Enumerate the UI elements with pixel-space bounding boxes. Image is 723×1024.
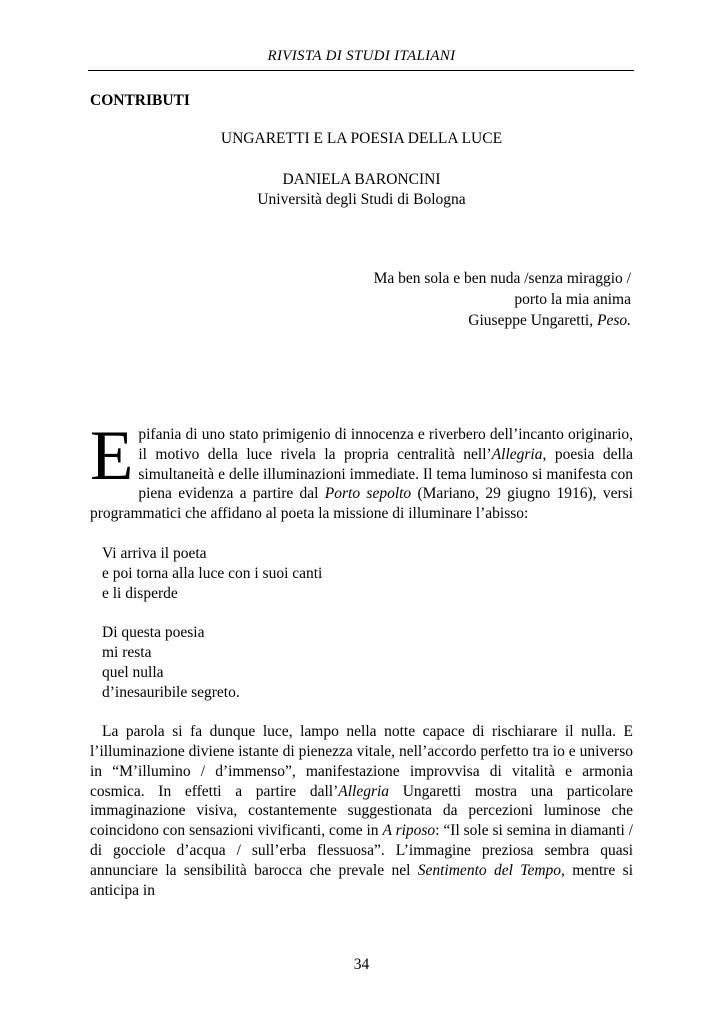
poem-quotation [102,544,633,702]
p2-text-1: La parola si fa dunque luce, lampo nella notte capace di rischiarare il nulla. E l’illuminazione diviene istante di pienezza vitale, nell’accordo perfetto tra io e universo in “M’illumino / d’immenso”, manifestazione improvvisa di vitalità e armonia cosmica. In effetti a partire dall’ [90,723,633,800]
running-head: RIVISTA DI STUDI ITALIANI [267,48,456,64]
author-affiliation: Università degli Studi di Bologna [257,191,466,208]
p2-text-3: : “Il sole si semina in diamanti / di gocciole d’acqua / sull’erba flessuosa”. L’immagine preziosa sembra quasi annunciare la sensibilità barocca che prevale nel [90,822,633,879]
poem-line: mi resta [102,643,152,661]
poem-line: d’inesauribile segreto. [102,683,240,701]
poem-line: quel nulla [102,663,164,681]
author-block [90,170,633,210]
epigraph-author: Giuseppe Ungaretti, [468,312,597,329]
p2-text-4: , mentre si anticipa in [90,861,634,899]
page-number: 34 [353,956,370,973]
epigraph [374,268,631,331]
p2-italic-1: Allegria [338,782,390,800]
author-name: DANIELA BARONCINI [282,171,441,188]
paragraph-1 [90,417,633,524]
p2-italic-3: Sentimento del Tempo [417,861,562,879]
poem-stanza-2 [102,623,633,702]
epigraph-work: Peso. [596,312,631,329]
header-rule [88,70,634,71]
paragraph-2 [90,722,633,900]
poem-stanza-1 [102,544,633,603]
poem-line: Di questa poesia [102,624,205,642]
p1-text-2: , poesia della simultaneità e delle illuminazioni immediate. Il tema luminoso si manifesta con piena evidenza a partire dal [138,445,633,503]
epigraph-line-2: porto la mia anima [514,291,631,308]
p1-text-1: pifania di uno stato primigenio di innocenza e riverbero dell’incanto originario, il motivo della luce rivela la propria centralità nell’ [138,426,633,463]
drop-cap: E [90,417,134,495]
p1-italic-2: Porto sepolto [324,485,412,503]
article-body [90,417,634,900]
section-heading: CONTRIBUTI [90,92,190,109]
epigraph-line-1: Ma ben sola e ben nuda /senza miraggio / [373,270,631,287]
p2-text-2: Ungaretti mostra una particolare immaginazione visiva, costantemente suggestionata da percezioni luminose che coincidono con sensazioni vivificanti, come in [90,782,633,840]
article-title: UNGARETTI E LA POESIA DELLA LUCE [220,130,503,147]
p1-italic-1: Allegria [491,445,543,463]
poem-line: Vi arriva il poeta [102,544,207,562]
poem-line: e poi torna alla luce con i suoi canti [102,564,323,582]
p2-italic-2: A riposo [382,822,436,840]
poem-line: e li disperde [102,584,178,602]
epigraph-attribution [374,310,631,331]
p1-text-3: (Mariano, 29 giugno 1916), versi programmatici che affidano al poeta la missione di illuminare l’abisso: [90,485,633,523]
